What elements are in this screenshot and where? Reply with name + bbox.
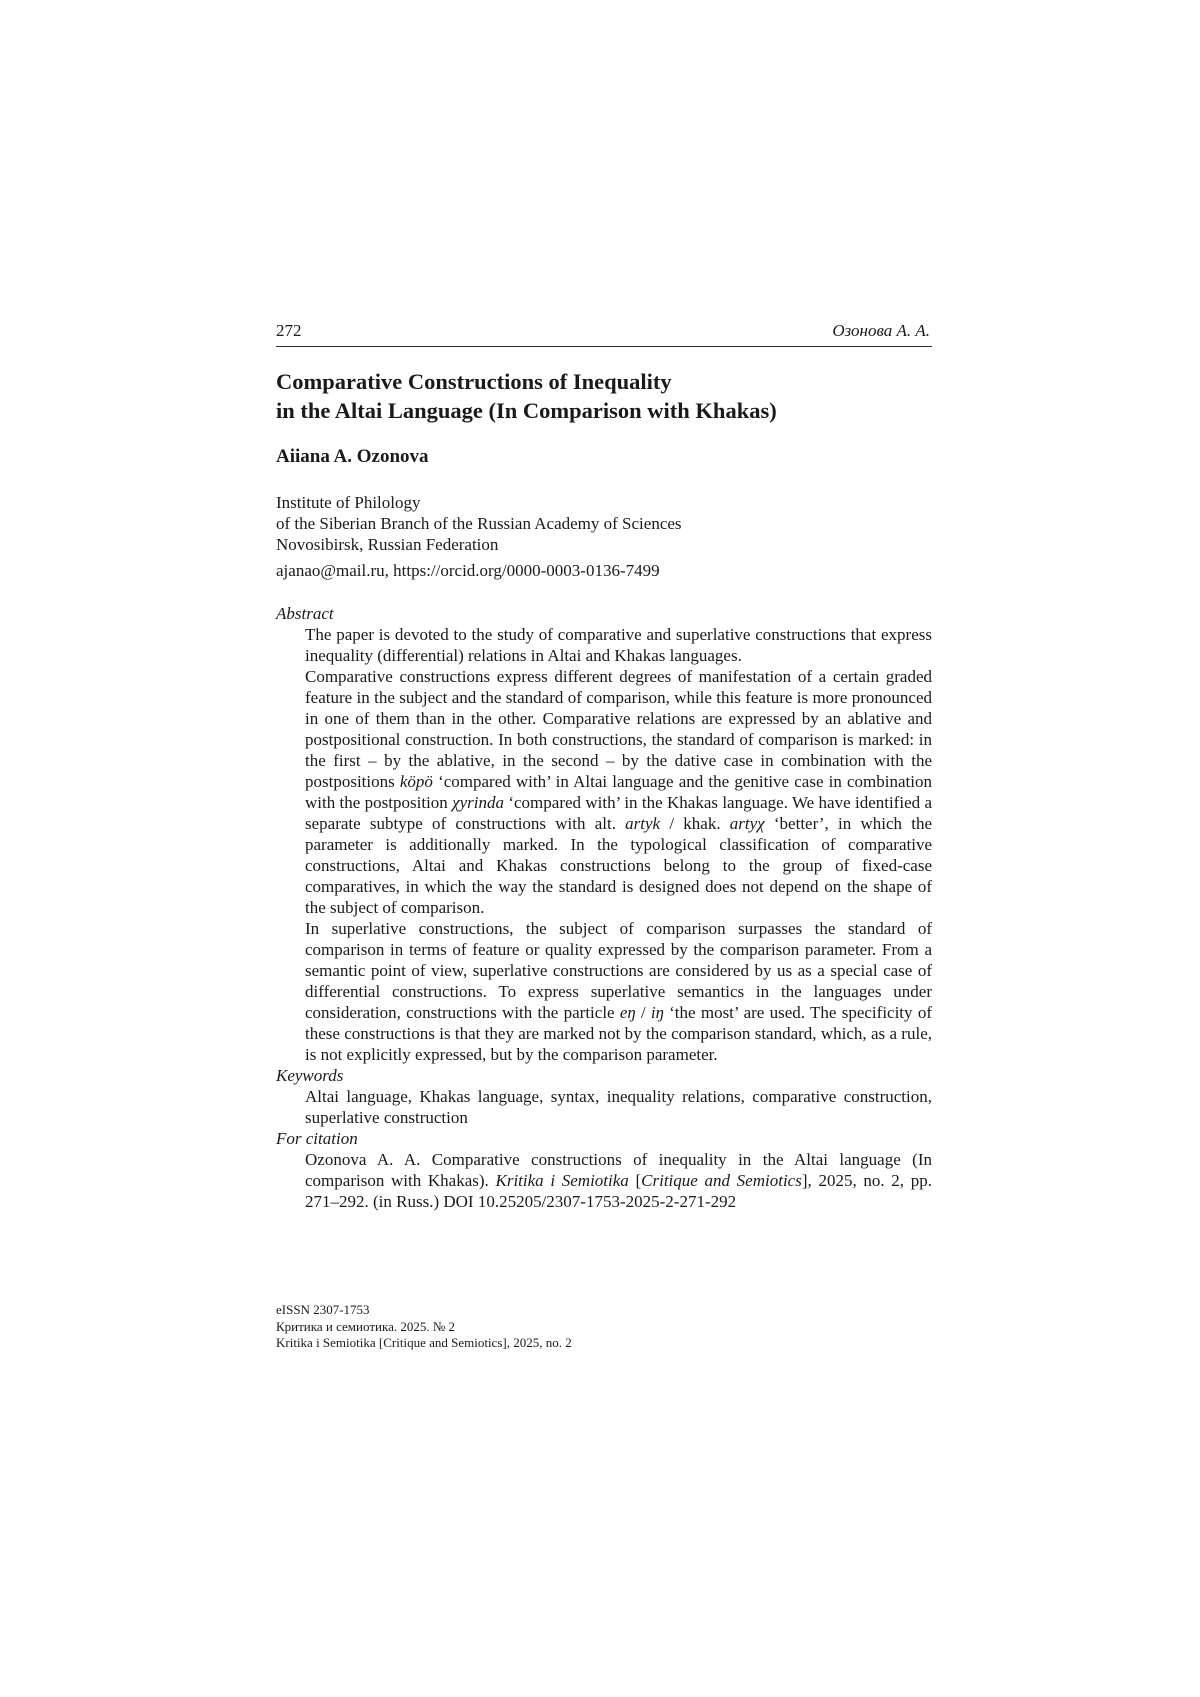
affiliation-line: Institute of Philology (276, 492, 936, 513)
abstract-body (305, 624, 932, 1065)
citation-label: For citation (276, 1128, 932, 1149)
keywords-text: Altai language, Khakas language, syntax, inequality relations, comparative construction, superlative construction (305, 1086, 932, 1128)
term: köpö (400, 772, 433, 791)
author-contacts: ajanao@mail.ru, https://orcid.org/0000-0003-0136-7499 (276, 561, 936, 581)
abstract-paragraph: In superlative constructions, the subject of comparison surpasses the standard of comparison in terms of feature or quality expressed by the comparison parameter. From a semantic point of view, superlative constructions are considered by us as a special case of differential constructions. To express superlative semantics in the languages under consideration, constructions with the particle eŋ / iŋ ‘the most’ are used. The specificity of these constructions is that they are marked not by the comparison standard, which, as a rule, is not explicitly expressed, but by the comparison parameter. (305, 918, 932, 1065)
term: χyrinda (452, 793, 504, 812)
journal-translation: Critique and Semiotics (641, 1171, 802, 1190)
page-header (276, 321, 932, 347)
affiliation-line: of the Siberian Branch of the Russian Academy of Sciences (276, 513, 936, 534)
journal-name: Kritika i Semiotika (495, 1171, 628, 1190)
keywords-label: Keywords (276, 1065, 932, 1086)
footer-journal-en: Kritika i Semiotika [Critique and Semiotics], 2025, no. 2 (276, 1335, 572, 1352)
affiliation-line: Novosibirsk, Russian Federation (276, 534, 936, 555)
email-link[interactable]: ajanao@mail.ru (276, 561, 385, 580)
author-name: Aiiana A. Ozonova (276, 446, 429, 468)
term: artyχ (730, 814, 765, 833)
term: iŋ (651, 1003, 664, 1022)
title-line-2: in the Altai Language (In Comparison with Khakas) (276, 398, 777, 423)
running-head: Озонова А. А. (832, 321, 930, 341)
orcid-link[interactable]: https://orcid.org/0000-0003-0136-7499 (393, 561, 659, 580)
article-title (276, 367, 936, 425)
citation-text: Ozonova A. A. Comparative constructions of inequality in the Altai language (In comparison with Khakas). Kritika i Semiotika [Critique and Semiotics], 2025, no. 2, pp. 271–292. (in Russ.) DOI 10.25205/2307-1753-2025-2-271-292 (305, 1149, 932, 1212)
term: artyk (625, 814, 660, 833)
footer-journal-ru: Критика и семиотика. 2025. № 2 (276, 1319, 572, 1336)
abstract-paragraph: The paper is devoted to the study of comparative and superlative constructions that express inequality (differential) relations in Altai and Khakas languages. (305, 624, 932, 666)
page-footer (276, 1302, 572, 1352)
term: eŋ (620, 1003, 636, 1022)
affiliation (276, 492, 936, 555)
footer-issn: eISSN 2307-1753 (276, 1302, 572, 1319)
title-line-1: Comparative Constructions of Inequality (276, 369, 672, 394)
page-number: 272 (276, 321, 302, 341)
article-front-matter (276, 603, 932, 1212)
abstract-label: Abstract (276, 603, 932, 624)
abstract-paragraph: Comparative constructions express different degrees of manifestation of a certain graded feature in the subject and the standard of comparison, while this feature is more pronounced in one of them than in the other. Comparative relations are expressed by an ablative and postpositional construction. In both constructions, the standard of comparison is marked: in the first – by the ablative, in the second – by the dative case in combination with the postpositions köpö ‘compared with’ in Altai language and the genitive case in combination with the postposition χyrinda ‘compared with’ in the Khakas language. We have identified a separate subtype of constructions with alt. artyk / khak. artyχ ‘better’, in which the parameter is additionally marked. In the typological classification of comparative constructions, Altai and Khakas constructions belong to the group of fixed-case comparatives, in which the way the standard is designed does not depend on the shape of the subject of comparison. (305, 666, 932, 918)
